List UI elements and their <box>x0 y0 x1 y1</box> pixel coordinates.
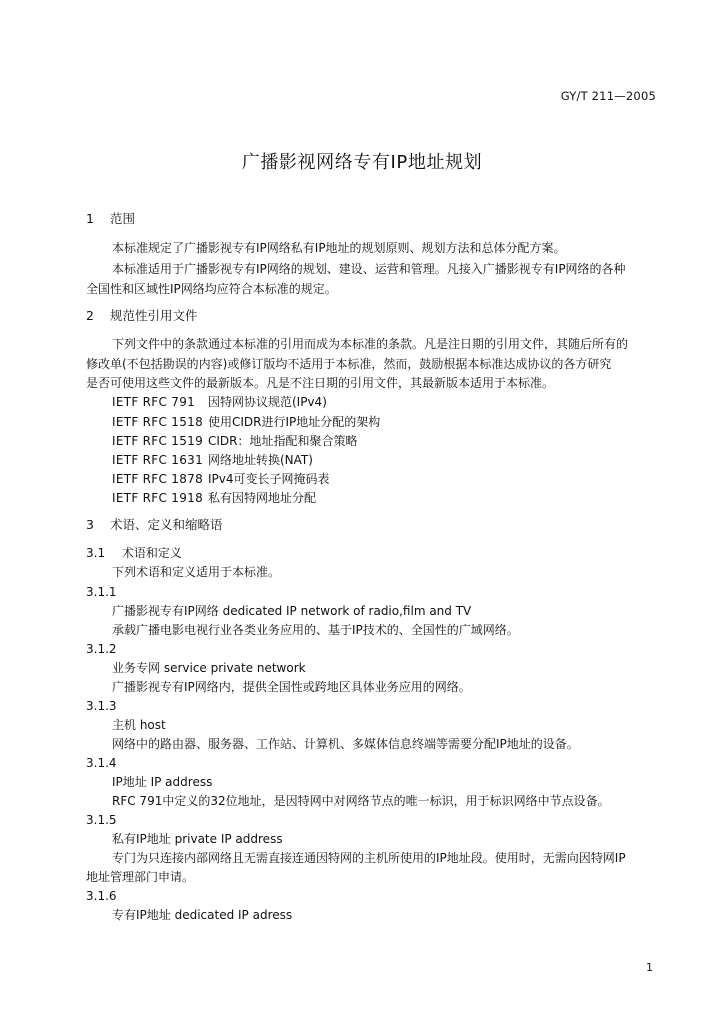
section-title: 规范性引用文件 <box>109 308 198 323</box>
term-definition: 网络中的路由器、服务器、工作站、计算机、多媒体信息终端等需要分配IP地址的设备。 <box>112 737 579 751</box>
reference-title: IPv4可变长子网掩码表 <box>208 472 330 486</box>
term-number: 3.1.6 <box>86 889 117 903</box>
reference-code: IETF RFC 1918 <box>112 491 204 505</box>
standard-code: GY/T 211—2005 <box>560 89 656 103</box>
term-definition: 广播影视专有IP网络内，提供全国性或跨地区具体业务应用的网络。 <box>112 680 471 694</box>
reference-item <box>112 433 358 449</box>
reference-item <box>112 490 316 506</box>
term-number: 3.1.4 <box>86 756 117 770</box>
term-definition: RFC 791中定义的32位地址，是因特网中对网络节点的唯一标识，用于标识网络中节点设备。 <box>112 794 610 808</box>
subsection-title: 术语和定义 <box>121 546 182 560</box>
reference-item <box>112 452 313 468</box>
term-definition-continued: 地址管理部门申请。 <box>86 870 195 884</box>
document-title: 广播影视网络专有IP地址规划 <box>241 152 483 173</box>
reference-item <box>112 394 327 410</box>
reference-title: CIDR：地址指配和聚合策略 <box>208 434 358 448</box>
section-1-para-2-line-2: 全国性和区域性IP网络均应符合本标准的规定。 <box>86 282 337 296</box>
term-number: 3.1.5 <box>86 813 117 827</box>
term-number: 3.1.1 <box>86 585 117 599</box>
term-definition: 承载广播电影电视行业各类业务应用的、基于IP技术的、全国性的广域网络。 <box>112 623 519 637</box>
reference-code: IETF RFC 1518 <box>112 415 204 429</box>
section-3-heading <box>86 517 223 533</box>
section-title: 术语、定义和缩略语 <box>109 517 223 532</box>
section-2-para-line-1: 下列文件中的条款通过本标准的引用而成为本标准的条款。凡是注日期的引用文件，其随后所有的 <box>112 337 629 351</box>
reference-code: IETF RFC 1631 <box>112 453 204 467</box>
section-1-para-1: 本标准规定了广播影视专有IP网络私有IP地址的规划原则、规划方法和总体分配方案。 <box>112 241 566 255</box>
reference-code: IETF RFC 1878 <box>112 472 204 486</box>
term-name: 专有IP地址 dedicated IP adress <box>112 908 293 922</box>
reference-title: 因特网协议规范(IPv4) <box>208 395 327 409</box>
section-number: 3 <box>86 517 94 532</box>
subsection-3-1-heading <box>86 545 182 561</box>
section-1-para-2-line-1: 本标准适用于广播影视专有IP网络的规划、建设、运营和管理。凡接入广播影视专有IP网络的各种 <box>112 262 626 276</box>
subsection-number: 3.1 <box>86 546 106 560</box>
section-number: 1 <box>86 211 94 226</box>
section-number: 2 <box>86 308 94 323</box>
page-number: 1 <box>646 961 653 974</box>
section-title: 范围 <box>109 211 135 226</box>
reference-code: IETF RFC 1519 <box>112 434 204 448</box>
reference-code: IETF RFC 791 <box>112 395 196 409</box>
section-2-para-line-2: 修改单(不包括勘误的内容)或修订版均不适用于本标准，然而，鼓励根据本标准达成协议的各方研究 <box>86 357 612 371</box>
reference-title: 私有因特网地址分配 <box>208 491 317 505</box>
reference-item <box>112 414 380 430</box>
term-number: 3.1.3 <box>86 699 117 713</box>
subsection-3-1-para: 下列术语和定义适用于本标准。 <box>112 565 281 579</box>
section-2-para-line-3: 是否可使用这些文件的最新版本。凡是不注日期的引用文件，其最新版本适用于本标准。 <box>86 376 555 390</box>
reference-title: 使用CIDR进行IP地址分配的架构 <box>208 415 381 429</box>
reference-title: 网络地址转换(NAT) <box>208 453 313 467</box>
term-definition: 专门为只连接内部网络且无需直接连通因特网的主机所使用的IP地址段。使用时，无需向因特网IP <box>112 851 626 865</box>
term-name: 业务专网 service private network <box>112 661 306 675</box>
section-2-heading <box>86 308 198 324</box>
term-name: 主机 host <box>112 718 166 732</box>
term-number: 3.1.2 <box>86 642 117 656</box>
term-name: 广播影视专有IP网络 dedicated IP network of radio,film and TV <box>112 604 472 618</box>
term-name: IP地址 IP address <box>112 775 213 789</box>
reference-item <box>112 471 330 487</box>
section-1-heading <box>86 211 135 227</box>
term-name: 私有IP地址 private IP address <box>112 832 283 846</box>
